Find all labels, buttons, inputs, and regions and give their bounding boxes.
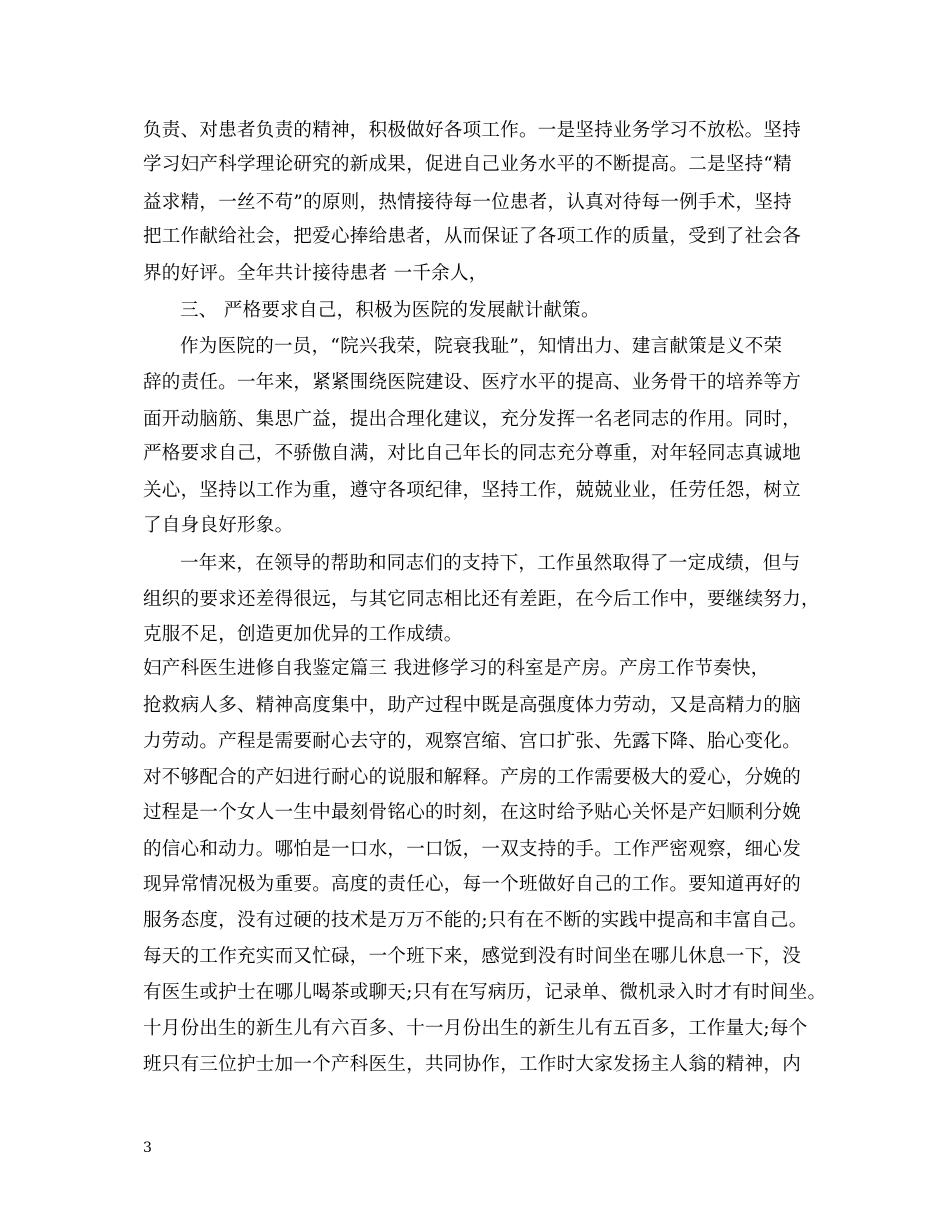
- text-line: 组织的要求还差得很远，与其它同志相比还有差距，在今后工作中，要继续努力，: [143, 589, 820, 610]
- text-line: 每天的工作充实而又忙碌，一个班下来，感觉到没有时间坐在哪儿休息一下，没: [143, 946, 802, 967]
- text-line: 抢救病人多、精神高度集中，助产过程中既是高强度体力劳动，又是高精力的脑: [143, 695, 802, 716]
- text-line: 关心，坚持以工作为重，遵守各项纪律，坚持工作，兢兢业业，任劳任怨，树立: [143, 480, 802, 501]
- text-line: 作为医院的一员，“院兴我荣，院衰我耻”，知情出力、建言献策是义不荣: [180, 336, 783, 357]
- text-line: 辞的责任。一年来，紧紧围绕医院建设、医疗水平的提高、业务骨干的培养等方: [143, 372, 802, 393]
- text-line: 把工作献给社会，把爱心捧给患者，从而保证了各项工作的质量，受到了社会各: [143, 226, 802, 247]
- section-title-line: 妇产科医生进修自我鉴定篇三 我进修学习的科室是产房。产房工作节奏快，: [143, 658, 770, 679]
- section-heading: 三、 严格要求自己，积极为医院的发展献计献策。: [180, 300, 600, 321]
- text-line: 严格要求自己，不骄傲自满，对比自己年长的同志充分尊重，对年轻同志真诚地: [143, 443, 802, 464]
- text-line: 一年来，在领导的帮助和同志们的支持下，工作虽然取得了一定成绩，但与: [180, 553, 801, 574]
- text-line: 了自身良好形象。: [143, 515, 294, 536]
- text-line: 益求精，一丝不苟”的原则，热情接待每一位患者，认真对待每一例手术，坚持: [143, 192, 792, 213]
- text-line: 克服不足，创造更加优异的工作成绩。: [143, 624, 463, 645]
- text-line: 界的好评。全年共计接待患者 一千余人，: [143, 263, 488, 284]
- text-line: 对不够配合的产妇进行耐心的说服和解释。产房的工作需要极大的爱心，分娩的: [143, 767, 802, 788]
- text-line: 服务态度，没有过硬的技术是万万不能的;只有在不断的实践中提高和丰富自己。: [143, 910, 808, 931]
- text-line: 过程是一个女人一生中最刻骨铭心的时刻，在这时给予贴心关怀是产妇顺利分娩: [143, 802, 802, 823]
- page-number: 3: [143, 1140, 152, 1156]
- text-line: 班只有三位护士加一个产科医生，共同协作，工作时大家发扬主人翁的精神，内: [143, 1054, 802, 1075]
- text-line: 有医生或护士在哪儿喝茶或聊天;只有在写病历，记录单、微机录入时才有时间坐。: [143, 982, 827, 1003]
- text-line: 十月份出生的新生儿有六百多、十一月份出生的新生儿有五百多，工作量大;每个: [143, 1018, 808, 1039]
- text-line: 学习妇产科学理论研究的新成果，促进自己业务水平的不断提高。二是坚持“精: [143, 154, 792, 175]
- text-line: 的信心和动力。哪怕是一口水，一口饭，一双支持的手。工作严密观察，细心发: [143, 839, 802, 860]
- text-line: 面开动脑筋、集思广益，提出合理化建议，充分发挥一名老同志的作用。同时，: [143, 409, 802, 430]
- text-line: 负责、对患者负责的精神，积极做好各项工作。一是坚持业务学习不放松。坚持: [143, 120, 802, 141]
- text-line: 力劳动。产程是需要耐心去守的，观察宫缩、宫口扩张、先露下降、胎心变化。: [143, 731, 802, 752]
- text-line: 现异常情况极为重要。高度的责任心，每一个班做好自己的工作。要知道再好的: [143, 874, 802, 895]
